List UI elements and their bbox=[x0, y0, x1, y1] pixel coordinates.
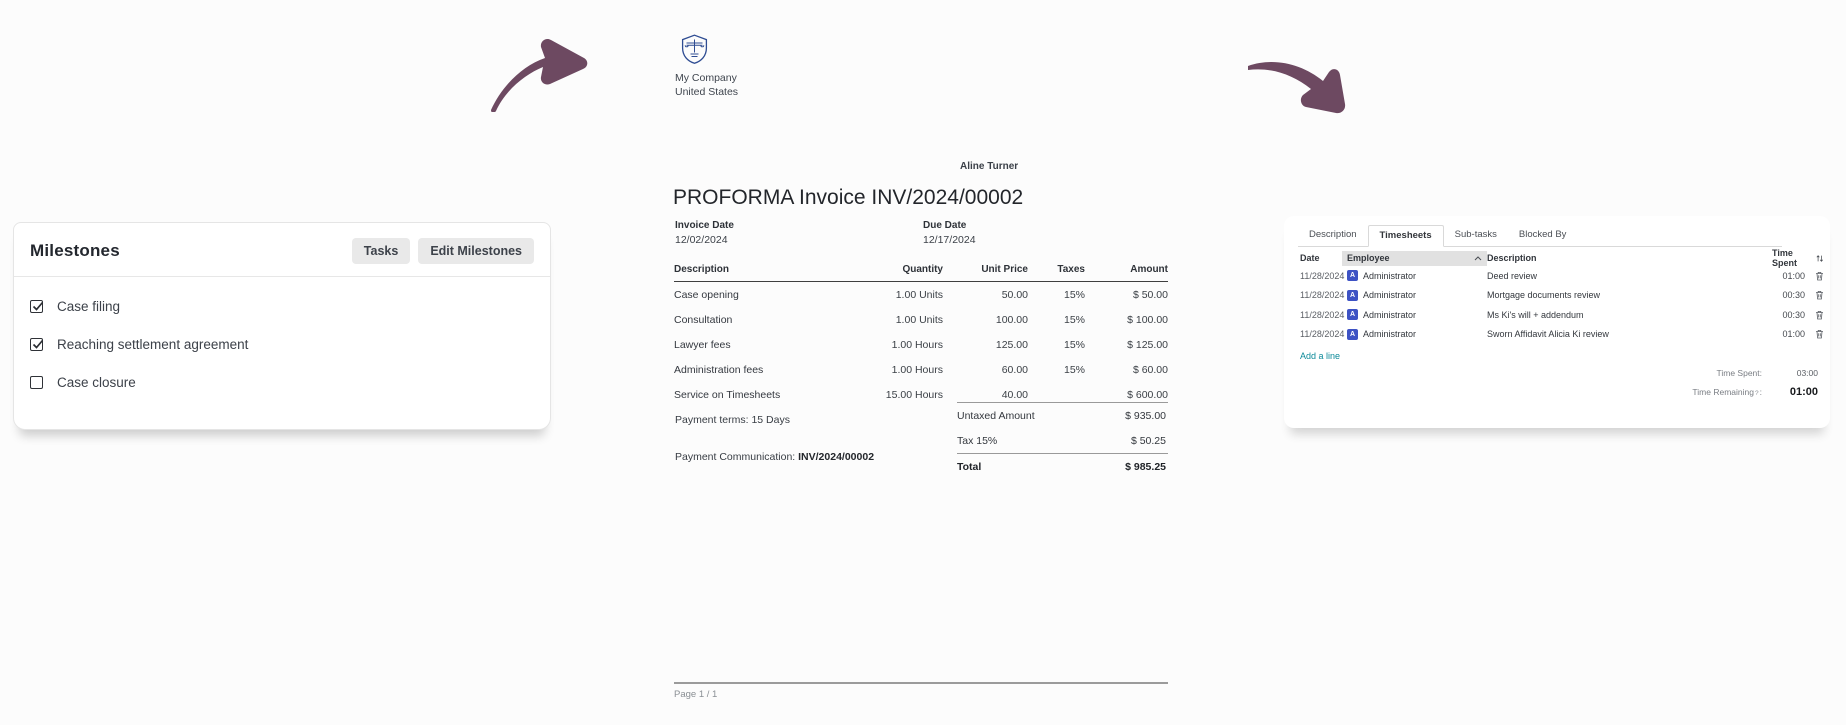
info-icon: ? bbox=[1755, 390, 1759, 397]
invoice-line-row bbox=[674, 357, 1168, 382]
line-taxes: 15% bbox=[1063, 364, 1085, 376]
milestone-checkbox[interactable] bbox=[30, 338, 43, 351]
timesheet-employee bbox=[1342, 309, 1487, 320]
time-spent-total-label: Time Spent: bbox=[1716, 368, 1762, 378]
line-unit-price: 40.00 bbox=[1001, 389, 1028, 401]
due-date-value: 12/17/2024 bbox=[923, 234, 976, 246]
add-a-line-link[interactable]: Add a line bbox=[1300, 351, 1341, 361]
line-description: Administration fees bbox=[674, 364, 764, 376]
avatar: A bbox=[1347, 290, 1358, 301]
line-taxes: 15% bbox=[1063, 289, 1085, 301]
check-icon bbox=[31, 337, 45, 351]
time-spent-total-value: 03:00 bbox=[1796, 368, 1818, 378]
payment-communication-value: INV/2024/00002 bbox=[798, 451, 875, 463]
timesheet-table-header bbox=[1300, 248, 1824, 266]
line-amount: $ 125.00 bbox=[1127, 339, 1168, 351]
line-description: Lawyer fees bbox=[674, 339, 731, 351]
company-name: My Company bbox=[675, 72, 737, 84]
column-header-employee[interactable] bbox=[1342, 251, 1487, 266]
line-description: Service on Timesheets bbox=[674, 389, 781, 401]
invoice-date-block bbox=[675, 220, 923, 246]
payment-communication bbox=[675, 451, 874, 463]
timesheet-employee bbox=[1342, 329, 1487, 340]
invoice-line-row bbox=[674, 282, 1168, 308]
time-remaining-colon: : bbox=[1759, 387, 1762, 397]
company-block bbox=[675, 71, 738, 99]
tab-description[interactable]: Description bbox=[1309, 229, 1357, 240]
customer-name: Aline Turner bbox=[960, 161, 1019, 172]
milestone-label: Reaching settlement agreement bbox=[57, 336, 249, 352]
employee-name: Administrator bbox=[1363, 270, 1417, 281]
employee-name: Administrator bbox=[1363, 309, 1417, 320]
avatar: A bbox=[1347, 309, 1358, 320]
timesheet-date: 11/28/2024 bbox=[1300, 290, 1345, 301]
timesheet-row[interactable] bbox=[1300, 305, 1824, 325]
timesheet-employee bbox=[1342, 290, 1487, 301]
invoice-lines-table bbox=[674, 264, 1168, 407]
trash-icon bbox=[1815, 290, 1824, 300]
milestone-item[interactable] bbox=[30, 287, 534, 325]
milestone-item[interactable] bbox=[30, 325, 534, 363]
line-amount: $ 50.00 bbox=[1132, 289, 1168, 301]
milestone-label: Case closure bbox=[57, 374, 136, 390]
line-taxes: 15% bbox=[1063, 339, 1085, 351]
sort-ascending-icon bbox=[1474, 256, 1482, 261]
tax-row bbox=[957, 428, 1168, 453]
line-amount: $ 600.00 bbox=[1127, 389, 1168, 401]
page-number: Page 1 / 1 bbox=[674, 689, 718, 700]
invoice-table-header bbox=[674, 264, 1168, 282]
column-header-description[interactable]: Description bbox=[1487, 253, 1537, 263]
line-unit-price: 125.00 bbox=[995, 339, 1028, 351]
time-remaining-label: Time Remaining bbox=[1692, 387, 1754, 397]
timesheet-time-spent: 00:30 bbox=[1782, 290, 1805, 301]
tasks-button[interactable]: Tasks bbox=[352, 238, 411, 264]
invoice-date-value: 12/02/2024 bbox=[675, 234, 728, 246]
time-spent-header-label: Time Spent bbox=[1772, 248, 1798, 268]
milestones-panel bbox=[13, 222, 551, 430]
curved-arrow-right-icon bbox=[488, 34, 590, 112]
line-taxes: 15% bbox=[1063, 314, 1085, 326]
line-quantity: 1.00 Hours bbox=[891, 339, 943, 351]
time-remaining-row bbox=[1618, 386, 1818, 398]
tab-blocked-by[interactable]: Blocked By bbox=[1518, 229, 1567, 240]
line-description: Consultation bbox=[674, 314, 733, 326]
company-logo-icon bbox=[681, 34, 708, 64]
timesheet-time-spent: 01:00 bbox=[1782, 270, 1805, 281]
timesheet-description: Ms Ki's will + addendum bbox=[1487, 309, 1584, 320]
untaxed-amount-label: Untaxed Amount bbox=[957, 410, 1035, 422]
line-quantity: 15.00 Hours bbox=[885, 389, 943, 401]
milestones-list bbox=[14, 277, 550, 411]
employee-name: Administrator bbox=[1363, 290, 1417, 301]
employee-name: Administrator bbox=[1363, 329, 1417, 340]
column-header-amount: Amount bbox=[1085, 264, 1168, 282]
timesheets-panel bbox=[1284, 216, 1830, 428]
timesheet-summary bbox=[1618, 368, 1818, 406]
tax-label: Tax 15% bbox=[957, 435, 998, 447]
curved-arrow-down-icon bbox=[1246, 56, 1352, 114]
total-value: $ 985.25 bbox=[1125, 461, 1166, 473]
adjust-columns-icon[interactable] bbox=[1816, 254, 1824, 263]
timesheet-row[interactable] bbox=[1300, 286, 1824, 306]
time-remaining-value: 01:00 bbox=[1789, 386, 1818, 398]
invoice-totals bbox=[957, 402, 1168, 479]
invoice-date-label: Invoice Date bbox=[675, 220, 734, 231]
milestones-header bbox=[14, 223, 550, 277]
delete-row-button[interactable] bbox=[1815, 290, 1824, 300]
timesheet-employee bbox=[1342, 270, 1487, 281]
milestones-title: Milestones bbox=[30, 241, 120, 260]
timesheet-date: 11/28/2024 bbox=[1300, 329, 1345, 340]
due-date-block bbox=[923, 220, 1171, 246]
line-unit-price: 60.00 bbox=[1001, 364, 1028, 376]
delete-row-button[interactable] bbox=[1815, 310, 1824, 320]
tab-timesheets[interactable]: Timesheets bbox=[1368, 225, 1444, 247]
column-header-description: Description bbox=[674, 264, 848, 282]
invoice-title: PROFORMA Invoice INV/2024/00002 bbox=[673, 186, 1024, 209]
column-header-date[interactable]: Date bbox=[1300, 253, 1320, 263]
line-amount: $ 100.00 bbox=[1127, 314, 1168, 326]
untaxed-amount-row bbox=[957, 403, 1168, 428]
timesheet-time-spent: 00:30 bbox=[1782, 309, 1805, 320]
total-label: Total bbox=[957, 461, 982, 473]
timesheet-row[interactable] bbox=[1300, 266, 1824, 286]
line-description: Case opening bbox=[674, 289, 739, 301]
time-spent-total-row bbox=[1618, 368, 1818, 378]
column-header-quantity: Quantity bbox=[848, 264, 943, 282]
line-amount: $ 60.00 bbox=[1132, 364, 1168, 376]
invoice-dates bbox=[675, 220, 1171, 246]
timesheet-table bbox=[1300, 248, 1824, 364]
due-date-label: Due Date bbox=[923, 220, 967, 231]
milestones-buttons bbox=[352, 238, 534, 264]
payment-communication-label: Payment Communication: bbox=[675, 451, 799, 463]
column-header-taxes: Taxes bbox=[1028, 264, 1085, 282]
untaxed-amount-value: $ 935.00 bbox=[1125, 410, 1166, 422]
avatar: A bbox=[1347, 270, 1358, 281]
line-unit-price: 50.00 bbox=[1001, 289, 1028, 301]
line-quantity: 1.00 Units bbox=[895, 314, 943, 326]
milestone-checkbox[interactable] bbox=[30, 300, 43, 313]
delete-row-button[interactable] bbox=[1815, 329, 1824, 339]
delete-row-button[interactable] bbox=[1815, 271, 1824, 281]
invoice-line-row bbox=[674, 332, 1168, 357]
milestone-label: Case filing bbox=[57, 298, 121, 314]
line-unit-price: 100.00 bbox=[995, 314, 1028, 326]
trash-icon bbox=[1815, 271, 1824, 281]
timesheet-date: 11/28/2024 bbox=[1300, 309, 1345, 320]
task-tabs bbox=[1298, 225, 1782, 247]
invoice-footer bbox=[674, 682, 1168, 700]
employee-header-label: Employee bbox=[1347, 253, 1390, 263]
total-row bbox=[957, 453, 1168, 479]
milestone-checkbox[interactable] bbox=[30, 376, 43, 389]
trash-icon bbox=[1815, 329, 1824, 339]
company-country: United States bbox=[675, 86, 739, 98]
avatar: A bbox=[1347, 329, 1358, 340]
timesheet-row[interactable] bbox=[1300, 325, 1824, 345]
invoice-line-row bbox=[674, 307, 1168, 332]
check-icon bbox=[31, 299, 45, 313]
line-quantity: 1.00 Hours bbox=[891, 364, 943, 376]
timesheet-description: Mortgage documents review bbox=[1487, 290, 1601, 301]
milestone-item[interactable] bbox=[30, 363, 534, 401]
timesheet-time-spent: 01:00 bbox=[1782, 329, 1805, 340]
tax-value: $ 50.25 bbox=[1130, 435, 1166, 447]
payment-terms: Payment terms: 15 Days bbox=[675, 414, 790, 426]
trash-icon bbox=[1815, 310, 1824, 320]
line-quantity: 1.00 Units bbox=[895, 289, 943, 301]
column-header-unit-price: Unit Price bbox=[943, 264, 1028, 282]
timesheet-description: Deed review bbox=[1487, 270, 1538, 281]
column-header-time-spent[interactable] bbox=[1772, 248, 1824, 268]
edit-milestones-button[interactable]: Edit Milestones bbox=[418, 238, 534, 264]
timesheet-date: 11/28/2024 bbox=[1300, 270, 1345, 281]
invoice-document bbox=[672, 30, 1169, 710]
timesheet-description: Sworn Affidavit Alicia Ki review bbox=[1487, 329, 1609, 340]
tab-sub-tasks[interactable]: Sub-tasks bbox=[1454, 229, 1497, 240]
